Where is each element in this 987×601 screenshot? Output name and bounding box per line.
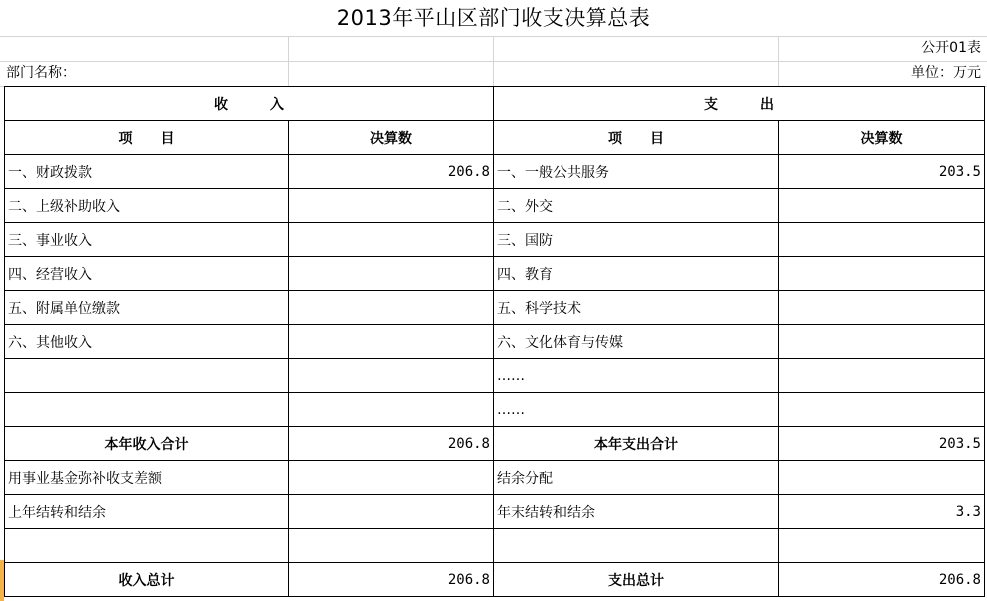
row-selection-marker [0, 560, 4, 601]
expense-grand-total-label: 支出总计 [494, 563, 779, 597]
table-row [5, 189, 985, 223]
expense-item[interactable]: 三、国防 [494, 223, 779, 257]
grand-total-row [5, 563, 985, 597]
page-title: 2013年平山区部门收支决算总表 [0, 0, 987, 37]
table-row [5, 393, 985, 427]
table-row [5, 325, 985, 359]
expense-item[interactable]: 一、一般公共服务 [494, 155, 779, 189]
unit-label: 单位：万元 [911, 65, 981, 81]
year-expense-total[interactable]: 203.5 [779, 427, 985, 461]
table-row [5, 359, 985, 393]
income-item[interactable] [5, 529, 289, 563]
income-amount[interactable] [289, 393, 494, 427]
income-amount[interactable] [289, 291, 494, 325]
expense-header: 支 出 [494, 87, 985, 121]
income-item[interactable]: 一、财政拨款 [5, 155, 289, 189]
expense-item[interactable]: 结余分配 [494, 461, 779, 495]
expense-item[interactable]: 六、文化体育与传媒 [494, 325, 779, 359]
expense-amount-header: 决算数 [779, 121, 985, 155]
expense-amount[interactable] [779, 461, 985, 495]
table-row [5, 223, 985, 257]
expense-item[interactable]: 年末结转和结余 [494, 495, 779, 529]
year-income-total-label: 本年收入合计 [5, 427, 289, 461]
expense-item[interactable] [494, 529, 779, 563]
table-row [5, 461, 985, 495]
expense-item[interactable]: 五、科学技术 [494, 291, 779, 325]
expense-amount[interactable] [779, 189, 985, 223]
year-income-total[interactable]: 206.8 [289, 427, 494, 461]
income-item[interactable]: 五、附属单位缴款 [5, 291, 289, 325]
income-amount[interactable] [289, 189, 494, 223]
table-row [5, 257, 985, 291]
expense-amount[interactable] [779, 223, 985, 257]
income-amount[interactable] [289, 461, 494, 495]
income-grand-total[interactable]: 206.8 [289, 563, 494, 597]
expense-amount[interactable] [779, 291, 985, 325]
expense-amount[interactable] [779, 393, 985, 427]
table-row [5, 495, 985, 529]
income-amount[interactable] [289, 359, 494, 393]
income-amount[interactable] [289, 529, 494, 563]
table-row [5, 155, 985, 189]
income-item[interactable]: 六、其他收入 [5, 325, 289, 359]
expense-grand-total[interactable]: 206.8 [779, 563, 985, 597]
year-expense-total-label: 本年支出合计 [494, 427, 779, 461]
expense-amount[interactable] [779, 359, 985, 393]
expense-amount[interactable]: 3.3 [779, 495, 985, 529]
income-item[interactable]: 三、事业收入 [5, 223, 289, 257]
form-code-row [0, 36, 987, 62]
income-amount[interactable]: 206.8 [289, 155, 494, 189]
income-amount-header: 决算数 [289, 121, 494, 155]
income-item[interactable]: 用事业基金弥补收支差额 [5, 461, 289, 495]
income-item[interactable] [5, 359, 289, 393]
income-item[interactable]: 上年结转和结余 [5, 495, 289, 529]
section-header-row [5, 87, 985, 121]
expense-item[interactable]: 二、外交 [494, 189, 779, 223]
expense-amount[interactable] [779, 529, 985, 563]
expense-amount[interactable]: 203.5 [779, 155, 985, 189]
income-amount[interactable] [289, 223, 494, 257]
expense-item[interactable]: …… [494, 359, 779, 393]
year-total-row [5, 427, 985, 461]
expense-item-header: 项 目 [494, 121, 779, 155]
expense-item[interactable]: 四、教育 [494, 257, 779, 291]
budget-table [4, 86, 985, 597]
dept-label: 部门名称： [6, 65, 76, 81]
income-item[interactable] [5, 393, 289, 427]
table-row [5, 291, 985, 325]
table-row [5, 529, 985, 563]
expense-amount[interactable] [779, 325, 985, 359]
income-item[interactable]: 二、上级补助收入 [5, 189, 289, 223]
form-code: 公开01表 [921, 40, 981, 56]
expense-amount[interactable] [779, 257, 985, 291]
expense-item[interactable]: …… [494, 393, 779, 427]
income-item-header: 项 目 [5, 121, 289, 155]
income-amount[interactable] [289, 325, 494, 359]
income-amount[interactable] [289, 495, 494, 529]
income-header: 收 入 [5, 87, 494, 121]
income-item[interactable]: 四、经营收入 [5, 257, 289, 291]
column-header-row [5, 121, 985, 155]
income-grand-total-label: 收入总计 [5, 563, 289, 597]
meta-row [0, 61, 987, 87]
income-amount[interactable] [289, 257, 494, 291]
